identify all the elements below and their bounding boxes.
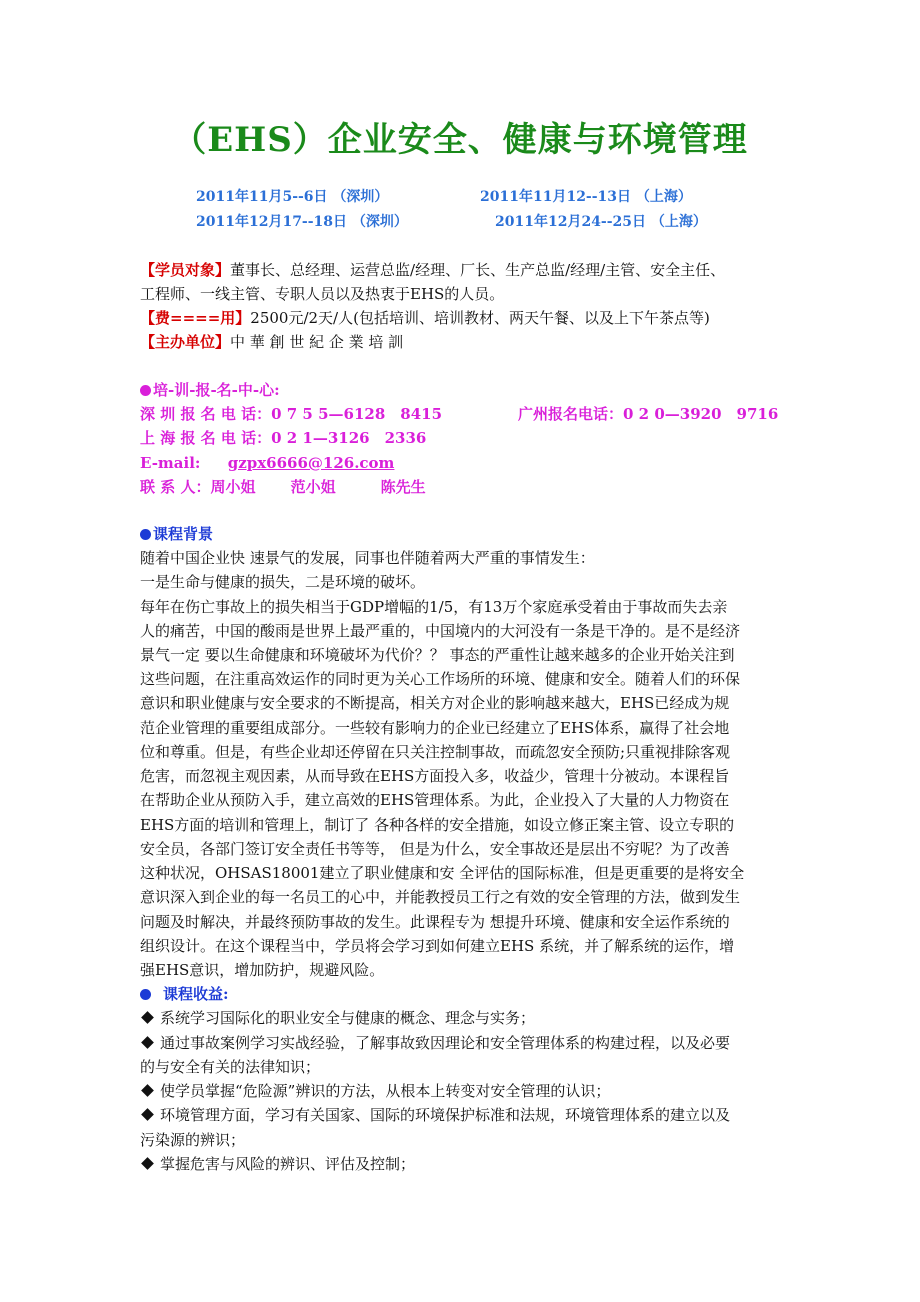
bullet-dot-icon xyxy=(140,989,151,1000)
background-line: 问题及时解决，并最终预防事故的发生。此课程专为 想提升环境、健康和安全运作系统的 xyxy=(140,913,730,931)
bullet-dot-icon xyxy=(140,385,151,396)
benefit-text: 系统学习国际化的职业安全与健康的概念、理念与实务； xyxy=(160,1009,536,1027)
audience-line-2: 工程师、一线主管、专职人员以及热衷于EHS的人员。 xyxy=(140,285,505,303)
contact-people: 联 系 人：周小姐 范小姐 陈先生 xyxy=(140,478,426,496)
date-shanghai-dec: 2011年12月24--25日 （上海） xyxy=(495,214,707,230)
diamond-bullet-icon xyxy=(141,1011,154,1024)
benefit-item xyxy=(140,1154,415,1174)
benefit-text: 使学员掌握“危险源”辨识的方法，从根本上转变对安全管理的认识； xyxy=(160,1082,611,1100)
benefit-item xyxy=(140,1081,610,1101)
background-heading-text: 课程背景 xyxy=(153,525,214,543)
date-shenzhen-dec: 2011年12月17--18日 （深圳） xyxy=(196,214,408,230)
diamond-bullet-icon xyxy=(141,1108,154,1121)
email-link[interactable]: gzpx6666@126.com xyxy=(227,454,395,472)
background-line: 意识深入到企业的每一名员工的心中，并能教授员工行之有效的安全管理的方法，做到发生 xyxy=(140,888,741,906)
background-line: 危害，而忽视主观因素，从而导致在EHS方面投入多，收益少，管理十分被动。本课程旨 xyxy=(140,767,730,785)
benefit-item xyxy=(140,1008,535,1028)
diamond-bullet-icon xyxy=(141,1084,154,1097)
date-shenzhen-nov: 2011年11月5--6日 （深圳） xyxy=(196,189,389,205)
date-shanghai-nov: 2011年11月12--13日 （上海） xyxy=(480,189,692,205)
audience-label: 【学员对象】 xyxy=(140,261,231,279)
background-line: 随着中国企业快 速景气的发展，同事也伴随着两大严重的事情发生： xyxy=(140,549,595,567)
background-line: 位和尊重。但是，有些企业却还停留在只关注控制事故，而疏忽安全预防;只重视排除客观 xyxy=(140,743,731,761)
bullet-dot-icon xyxy=(140,529,151,540)
organizer-text: 中 華 創 世 紀 企 業 培 訓 xyxy=(230,333,404,351)
background-line: 景气一定 要以生命健康和环境破坏为代价？？ 事态的严重性让越来越多的企业开始关注到 xyxy=(140,646,735,664)
benefit-text: 通过事故案例学习实战经验，了解事故致因理论和安全管理体系的构建过程，以及必要 xyxy=(160,1034,731,1052)
benefit-item xyxy=(140,1033,730,1053)
contact-heading-text: 培-训-报-名-中-心: xyxy=(153,381,280,399)
benefit-item xyxy=(140,1105,730,1125)
background-line: 这种状况，OHSAS18001建立了职业健康和安 全评估的国际标准，但是更重要的是将安全 xyxy=(140,864,745,882)
phone-shanghai: 上 海 报 名 电 话：0 2 1—3126 2336 xyxy=(140,429,427,447)
fee-label: 【费====用】 xyxy=(140,309,251,327)
benefit-text: 环境管理方面，学习有关国家、国际的环境保护标准和法规，环境管理体系的建立以及 xyxy=(160,1106,731,1124)
background-line: 一是生命与健康的损失，二是环境的破坏。 xyxy=(140,573,426,591)
diamond-bullet-icon xyxy=(141,1157,154,1170)
fee-line xyxy=(140,308,710,328)
diamond-bullet-icon xyxy=(141,1036,154,1049)
benefit-continuation: 污染源的辨识； xyxy=(140,1131,246,1149)
background-line: 每年在伤亡事故上的损失相当于GDP增幅的1/5，有13万个家庭承受着由于事故而失去亲 xyxy=(140,598,728,616)
benefits-heading xyxy=(140,984,229,1004)
background-line: 范企业管理的重要组成部分。一些较有影响力的企业已经建立了EHS体系，赢得了社会地 xyxy=(140,719,730,737)
background-line: 安全员，各部门签订安全责任书等等， 但是为什么，安全事故还是层出不穷呢？为了改善 xyxy=(140,840,730,858)
benefit-text: 掌握危害与风险的辨识、评估及控制； xyxy=(160,1155,416,1173)
fee-text: 2500元/2天/人(包括培训、培训教材、两天午餐、以及上下午茶点等) xyxy=(250,309,710,327)
background-heading xyxy=(140,524,213,544)
organizer-line xyxy=(140,332,403,352)
background-line: 强EHS意识，增加防护，规避风险。 xyxy=(140,961,385,979)
phone-shenzhen: 深 圳 报 名 电 话：0 7 5 5—6128 8415 xyxy=(140,405,443,423)
page-title: （EHS）企业安全、健康与环境管理 xyxy=(172,120,748,160)
background-line: 组织设计。在这个课程当中，学员将会学习到如何建立EHS 系统，并了解系统的运作，增 xyxy=(140,937,735,955)
benefits-heading-text: 课程收益: xyxy=(163,985,229,1003)
organizer-label: 【主办单位】 xyxy=(140,333,231,351)
background-line: 人的痛苦，中国的酸雨是世界上最严重的，中国境内的大河没有一条是干净的。是不是经济 xyxy=(140,622,741,640)
background-line: 在帮助企业从预防入手，建立高效的EHS管理体系。为此，企业投入了大量的人力物资在 xyxy=(140,791,730,809)
audience-text: 董事长、总经理、运营总监/经理、厂长、生产总监/经理/主管、安全主任、 xyxy=(230,261,726,279)
benefit-continuation: 的与安全有关的法律知识； xyxy=(140,1058,321,1076)
background-line: 这些问题，在注重高效运作的同时更为关心工作场所的环境、健康和安全。随着人们的环保 xyxy=(140,670,741,688)
contact-heading xyxy=(140,380,280,400)
email-label: E-mail: xyxy=(140,454,201,472)
background-line: 意识和职业健康与安全要求的不断提高，相关方对企业的影响越来越大，EHS已经成为规 xyxy=(140,694,730,712)
phone-guangzhou: 广州报名电话：0 2 0—3920 9716 xyxy=(518,405,779,423)
background-line: EHS方面的培训和管理上，制订了 各种各样的安全措施，如设立修正案主管、设立专职的 xyxy=(140,816,735,834)
email-line xyxy=(140,453,394,473)
audience-line-1 xyxy=(140,260,725,280)
